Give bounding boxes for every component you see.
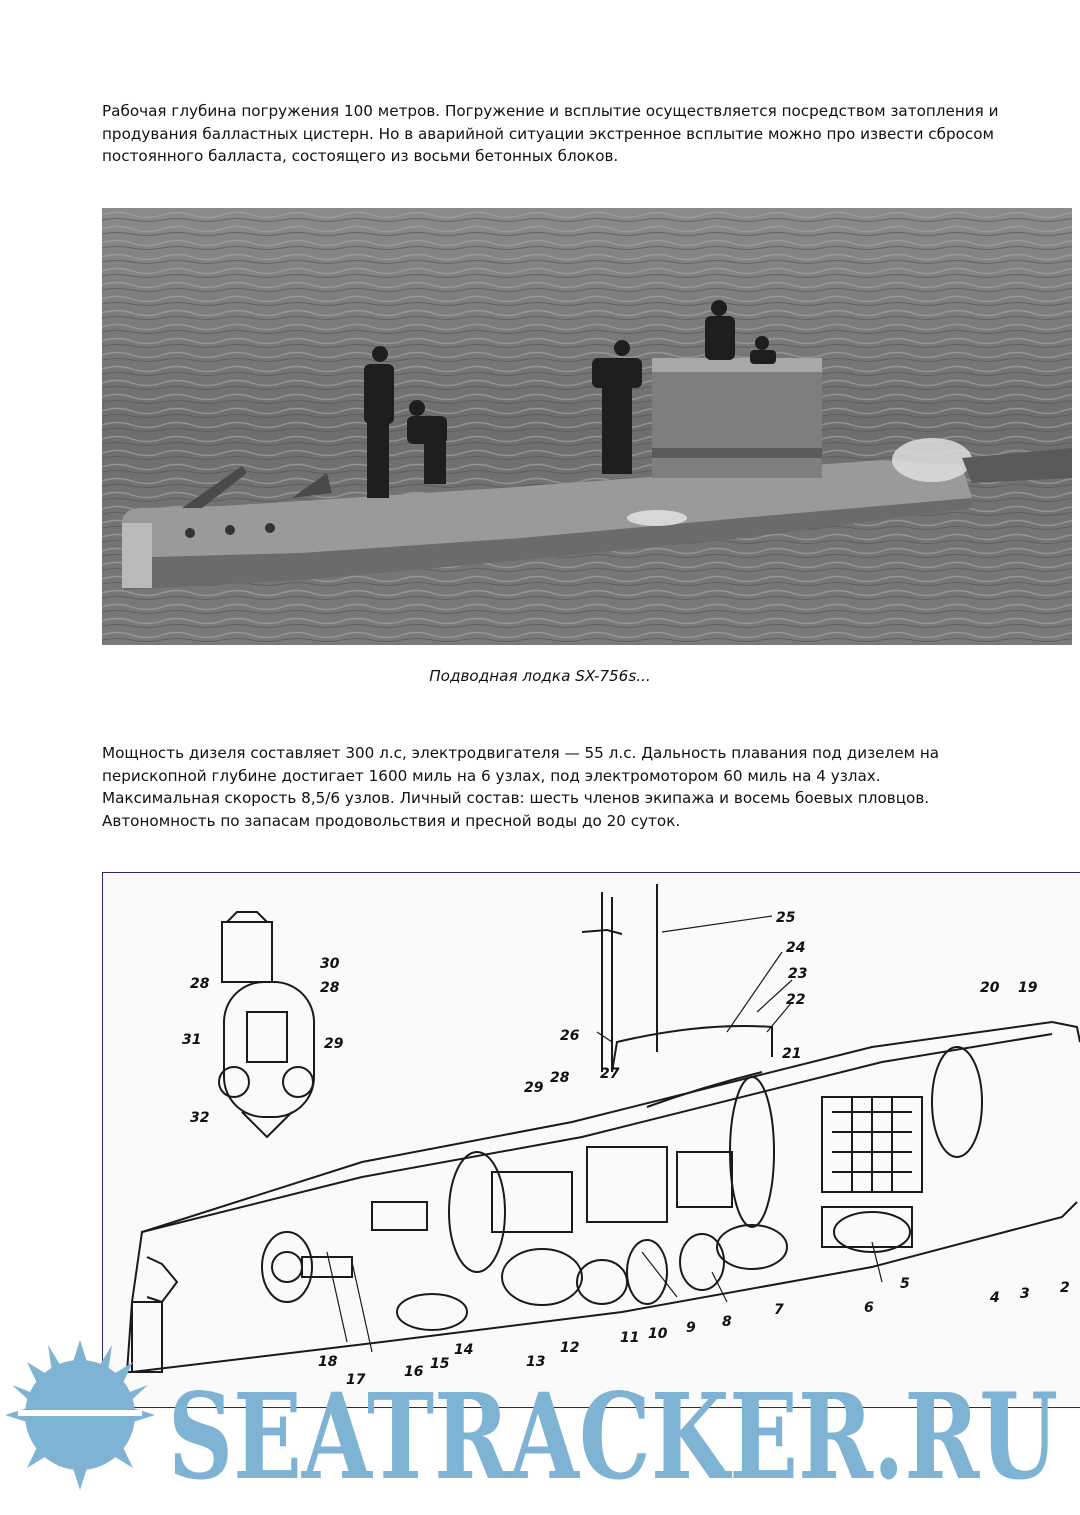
diagram-label-2: 2: [1060, 1280, 1070, 1296]
paragraph-intro: Рабочая глубина погружения 100 метров. Погружение и всплытие осуществляется посредством затопления и продувания балластных цистерн. Но в аварийной ситуации экстренное всплытие можно про извести сбросом постоянного балласта, состоящего из восьми бетонных блоков.: [102, 102, 999, 166]
diagram-label-13: 13: [526, 1354, 546, 1370]
diagram-label-17: 17: [346, 1372, 366, 1388]
diagram-label-20: 20: [980, 980, 1000, 996]
diagram-label-5: 5: [900, 1276, 910, 1292]
diagram-label-11: 11: [620, 1330, 640, 1346]
paragraph-specs: Мощность дизеля составляет 300 л.с, электродвигателя — 55 л.с. Дальность плавания под дизелем на перископной глубине достигает 1600 миль на 6 узлах, под электромотором 60 миль на 4 узлах. Максимальная скорость 8,5/6 узлов. Личный состав: шесть членов экипажа и восемь боевых пловцов. Автономность по запасам продовольствия и пресной воды до 20 суток.: [102, 744, 940, 830]
diagram-label-3: 3: [1020, 1286, 1030, 1302]
diagram-label-29: 29: [324, 1036, 344, 1052]
diagram-label-18: 18: [318, 1354, 338, 1370]
diagram-label-24: 24: [786, 940, 806, 956]
diagram-label-12: 12: [560, 1340, 580, 1356]
diagram-label-10: 10: [648, 1326, 668, 1342]
diagram-label-16: 16: [404, 1364, 424, 1380]
diagram-label-28: 28: [190, 976, 210, 992]
diagram-label-26: 26: [560, 1028, 580, 1044]
diagram-label-28: 28: [550, 1070, 570, 1086]
diagram-label-27: 27: [600, 1066, 620, 1082]
diagram-label-21: 21: [782, 1046, 802, 1062]
diagram-label-31: 31: [182, 1032, 202, 1048]
seatracker-logo: [0, 1320, 1080, 1515]
submarine-photo: [102, 208, 1072, 645]
diagram-label-7: 7: [774, 1302, 784, 1318]
diagram-label-19: 19: [1018, 980, 1038, 996]
diagram-label-14: 14: [454, 1342, 474, 1358]
diagram-label-22: 22: [786, 992, 806, 1008]
diagram-label-4: 4: [990, 1290, 1000, 1306]
logo-text: SEATRACKER.RU: [168, 1367, 1058, 1506]
diagram-label-25: 25: [776, 910, 796, 926]
photo-caption: Подводная лодка SX-756s...: [429, 667, 651, 685]
diagram-label-23: 23: [788, 966, 808, 982]
diagram-label-8: 8: [722, 1314, 732, 1330]
diagram-label-6: 6: [864, 1300, 874, 1316]
diagram-label-30: 30: [320, 956, 340, 972]
diagram-label-15: 15: [430, 1356, 450, 1372]
diagram-label-9: 9: [686, 1320, 696, 1336]
diagram-label-32: 32: [190, 1110, 210, 1126]
diagram-label-28: 28: [320, 980, 340, 996]
diagram-label-29: 29: [524, 1080, 544, 1096]
